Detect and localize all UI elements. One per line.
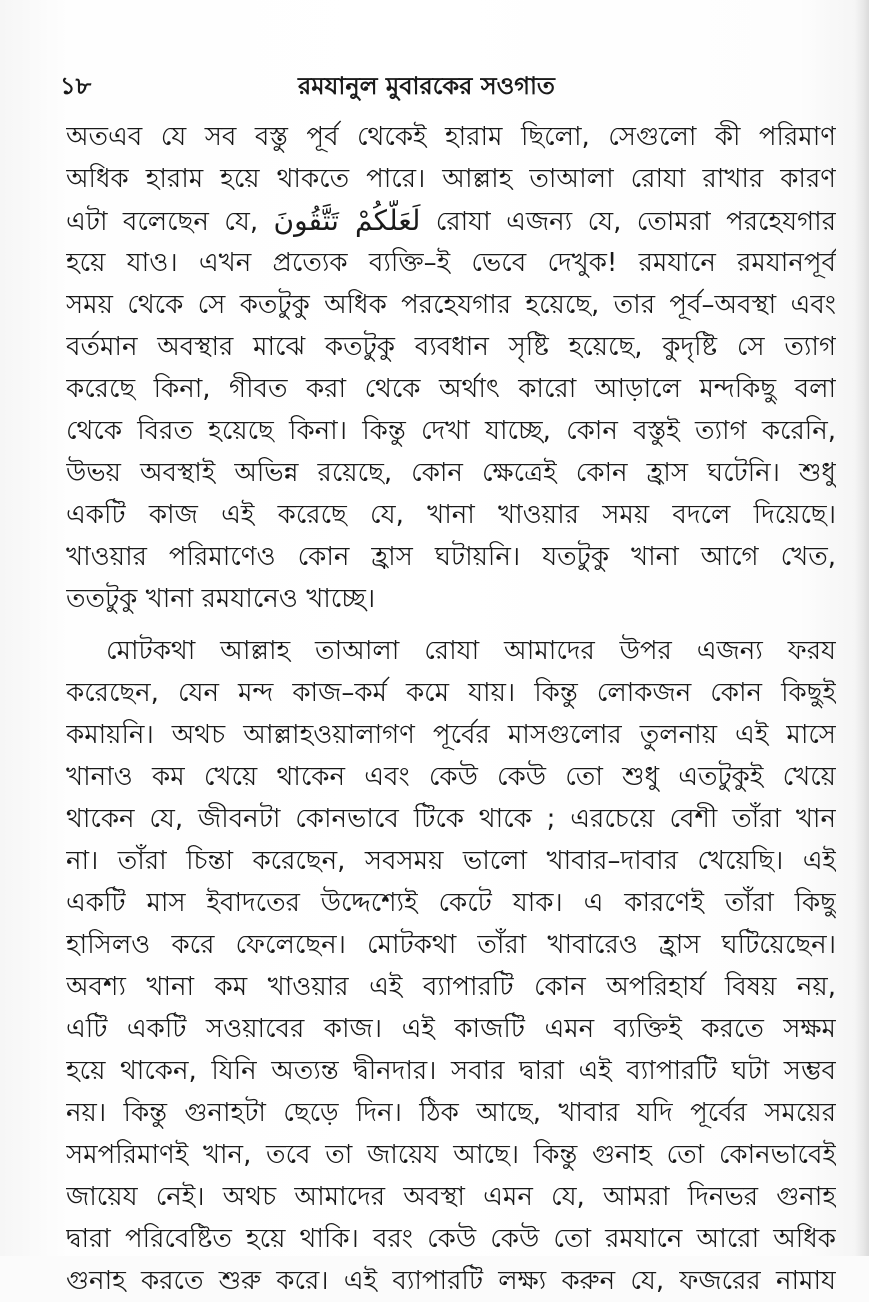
text-line: কমায়নি। অথচ আল্লাহওয়ালাগণ পূর্বের মাসগুলোর তুলনায় এই মাসে — [66, 720, 836, 750]
text-line: খানাও কম খেয়ে থাকেন এবং কেউ কেউ তো শুধু এতটুকুই খেয়ে — [66, 762, 836, 792]
text-line: অতএব যে সব বস্তু পূর্ব থেকেই হারাম ছিলো, সেগুলো কী পরিমাণ — [66, 122, 836, 152]
text-line: করেছেন, যেন মন্দ কাজ–কর্ম কমে যায়। কিন্তু লোকজন কোন কিছুই — [66, 678, 836, 708]
text-line: উভয় অবস্থাই অভিন্ন রয়েছে, কোন ক্ষেত্রেই কোন হ্রাস ঘটেনি। শুধু — [66, 458, 836, 488]
text-line: নয়। কিন্তু গুনাহটা ছেড়ে দিন। ঠিক আছে, খাবার যদি পূর্বের সময়ের — [66, 1098, 836, 1128]
text-line: অধিক হারাম হয়ে থাকতে পারে। আল্লাহ তাআলা রোযা রাখার কারণ — [66, 164, 836, 194]
text-segment: রোযা এজন্য যে, তোমরা পরহেযগার — [420, 207, 836, 237]
text-line: করেছে কিনা, গীবত করা থেকে অর্থাৎ কারো আড়ালে মন্দকিছু বলা — [66, 374, 836, 404]
text-line: সমপরিমাণই খান, তবে তা জায়েয আছে। কিন্তু গুনাহ তো কোনভাবেই — [66, 1140, 836, 1170]
page-edge-shadow — [855, 0, 869, 1256]
text-line: হয়ে থাকেন, যিনি অত্যন্ত দ্বীনদার। সবার দ্বারা এই ব্যাপারটি ঘটা সম্ভব — [66, 1056, 836, 1086]
text-line: একটি কাজ এই করেছে যে, খানা খাওয়ার সময় বদলে দিয়েছে। — [66, 500, 836, 530]
running-title: রমযানুল মুবারকের সওগাত — [298, 72, 555, 100]
text-line: মোটকথা আল্লাহ তাআলা রোযা আমাদের উপর এজন্য ফরয — [106, 636, 836, 666]
text-line: হয়ে যাও। এখন প্রত্যেক ব্যক্তি–ই ভেবে দেখুক! রমযানে রমযানপূর্ব — [66, 248, 836, 278]
text-line: অবশ্য খানা কম খাওয়ার এই ব্যাপারটি কোন অপরিহার্য বিষয় নয়, — [66, 972, 836, 1002]
page-header — [58, 64, 829, 104]
text-line: থেকে বিরত হয়েছে কিনা। কিন্তু দেখা যাচ্ছে, কোন বস্তুই ত্যাগ করেনি, — [66, 416, 836, 446]
text-line: সময় থেকে সে কতটুকু অধিক পরহেযগার হয়েছে, তার পূর্ব–অবস্থা এবং — [66, 290, 836, 320]
text-line: না। তাঁরা চিন্তা করেছেন, সবসময় ভালো খাবার–দাবার খেয়েছি। এই — [66, 846, 836, 876]
text-line: এটি একটি সওয়াবের কাজ। এই কাজটি এমন ব্যক্তিই করতে সক্ষম — [66, 1014, 836, 1044]
paragraph-gap — [66, 620, 836, 630]
arabic-quote: لَعَلَّكُمْ تَتَّقُونَ — [273, 204, 421, 237]
text-line: খাওয়ার পরিমাণেও কোন হ্রাস ঘটায়নি। যতটুকু খানা আগে খেত, — [66, 542, 836, 572]
text-line: গুনাহ করতে শুরু করে। এই ব্যাপারটি লক্ষ্য করুন যে, ফজরের নামায — [66, 1266, 836, 1296]
body-text — [66, 116, 836, 1302]
text-line: একটি মাস ইবাদতের উদ্দেশ্যেই কেটে যাক। এ কারণেই তাঁরা কিছু — [66, 888, 836, 918]
text-line: জায়েয নেই। অথচ আমাদের অবস্থা এমন যে, আমরা দিনভর গুনাহ — [66, 1182, 836, 1212]
text-line: থাকেন যে, জীবনটা কোনভাবে টিকে থাকে ; এরচেয়ে বেশী তাঁরা খান — [66, 804, 836, 834]
page-number: ১৮ — [60, 72, 92, 100]
text-line: ততটুকু খানা রমযানেও খাচ্ছে। — [66, 584, 376, 614]
text-segment: এটা বলেছেন যে, — [66, 207, 274, 237]
text-line: দ্বারা পরিবেষ্টিত হয়ে থাকি। বরং কেউ কেউ তো রমযানে আরো অধিক — [66, 1224, 836, 1254]
text-line: হাসিলও করে ফেলেছেন। মোটকথা তাঁরা খাবারেও হ্রাস ঘটিয়েছেন। — [66, 930, 836, 960]
text-line-with-arabic — [66, 200, 836, 242]
text-line: বর্তমান অবস্থার মাঝে কতটুকু ব্যবধান সৃষ্টি হয়েছে, কুদৃষ্টি সে ত্যাগ — [66, 332, 836, 362]
